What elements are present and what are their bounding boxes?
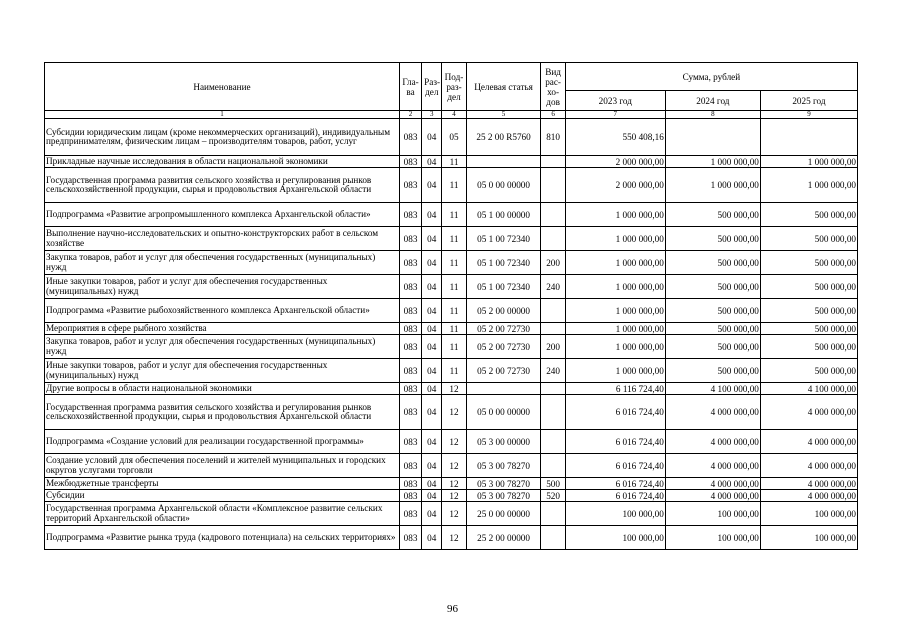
row-sum-2024: 1 000 000,00	[665, 168, 760, 203]
row-podrazdel: 11	[442, 323, 466, 335]
row-sum-2024: 500 000,00	[665, 275, 760, 299]
row-sum-2024: 100 000,00	[665, 526, 760, 550]
row-glava: 083	[399, 156, 421, 168]
row-podrazdel: 11	[442, 335, 466, 359]
row-target: 05 3 00 78270	[466, 490, 541, 502]
row-sum-2025: 4 100 000,00	[760, 383, 857, 395]
row-sum-2025	[760, 119, 857, 156]
table-row	[45, 359, 858, 383]
row-sum-2025: 500 000,00	[760, 359, 857, 383]
row-podrazdel: 12	[442, 430, 466, 454]
row-vid	[541, 383, 565, 395]
row-vid: 240	[541, 359, 565, 383]
row-sum-2023: 2 000 000,00	[565, 156, 665, 168]
row-razdel: 04	[422, 383, 442, 395]
row-sum-2023: 100 000,00	[565, 502, 665, 526]
budget-table	[44, 62, 858, 550]
row-glava: 083	[399, 168, 421, 203]
row-target: 05 0 00 00000	[466, 395, 541, 430]
row-sum-2023: 6 016 724,40	[565, 454, 665, 478]
row-target: 25 2 00 00000	[466, 526, 541, 550]
row-sum-2023: 6 116 724,40	[565, 383, 665, 395]
row-vid	[541, 502, 565, 526]
row-sum-2025: 4 000 000,00	[760, 430, 857, 454]
table-row	[45, 119, 858, 156]
row-glava: 083	[399, 502, 421, 526]
row-podrazdel: 11	[442, 168, 466, 203]
row-sum-2024: 500 000,00	[665, 227, 760, 251]
row-sum-2024: 4 100 000,00	[665, 383, 760, 395]
col-header-2024: 2024 год	[665, 91, 760, 111]
row-name: Подпрограмма «Развитие агропромышленного комплекса Архангельской области»	[45, 203, 400, 227]
row-sum-2023: 1 000 000,00	[565, 251, 665, 275]
row-sum-2023: 1 000 000,00	[565, 299, 665, 323]
table-row	[45, 395, 858, 430]
row-name: Подпрограмма «Создание условий для реализации государственной программы»	[45, 430, 400, 454]
row-razdel: 04	[422, 227, 442, 251]
row-podrazdel: 11	[442, 359, 466, 383]
row-podrazdel: 12	[442, 395, 466, 430]
row-razdel: 04	[422, 119, 442, 156]
row-sum-2024: 4 000 000,00	[665, 490, 760, 502]
row-name: Закупка товаров, работ и услуг для обеспечения государственных (муниципальных) нужд	[45, 335, 400, 359]
row-name: Создание условий для обеспечения поселений и жителей муниципальных и городских округов услугами торговли	[45, 454, 400, 478]
table-row	[45, 478, 858, 490]
row-vid	[541, 299, 565, 323]
row-glava: 083	[399, 227, 421, 251]
row-sum-2024: 500 000,00	[665, 299, 760, 323]
column-number: 1	[45, 111, 400, 119]
row-sum-2025: 500 000,00	[760, 203, 857, 227]
row-target	[466, 383, 541, 395]
row-glava: 083	[399, 359, 421, 383]
row-sum-2023: 2 000 000,00	[565, 168, 665, 203]
row-target	[466, 156, 541, 168]
row-glava: 083	[399, 454, 421, 478]
row-glava: 083	[399, 119, 421, 156]
row-target: 05 1 00 00000	[466, 203, 541, 227]
row-sum-2023: 1 000 000,00	[565, 203, 665, 227]
row-razdel: 04	[422, 502, 442, 526]
row-sum-2025: 100 000,00	[760, 502, 857, 526]
table-row	[45, 490, 858, 502]
row-razdel: 04	[422, 430, 442, 454]
column-number: 6	[541, 111, 565, 119]
row-sum-2023: 1 000 000,00	[565, 275, 665, 299]
table-row	[45, 526, 858, 550]
row-name: Выполнение научно-исследовательских и опытно-конструкторских работ в сельском хозяйстве	[45, 227, 400, 251]
table-row	[45, 251, 858, 275]
row-name: Государственная программа Архангельской области «Комплексное развитие сельских территорий Архангельской области»	[45, 502, 400, 526]
row-razdel: 04	[422, 168, 442, 203]
row-target: 05 1 00 72340	[466, 227, 541, 251]
col-header-podrazdel: Под-раз-дел	[442, 63, 466, 111]
row-vid	[541, 323, 565, 335]
row-razdel: 04	[422, 526, 442, 550]
col-header-2025: 2025 год	[760, 91, 857, 111]
col-header-2023: 2023 год	[565, 91, 665, 111]
row-sum-2023: 1 000 000,00	[565, 359, 665, 383]
column-number: 8	[665, 111, 760, 119]
row-razdel: 04	[422, 395, 442, 430]
row-name: Субсидии юридическим лицам (кроме некоммерческих организаций), индивидуальным предпринимателям, физическим лицам – производителям товаров, работ, услуг	[45, 119, 400, 156]
row-sum-2024: 4 000 000,00	[665, 478, 760, 490]
row-vid	[541, 156, 565, 168]
row-podrazdel: 11	[442, 275, 466, 299]
row-sum-2024: 4 000 000,00	[665, 395, 760, 430]
row-sum-2023: 100 000,00	[565, 526, 665, 550]
row-sum-2024: 500 000,00	[665, 203, 760, 227]
row-sum-2025: 1 000 000,00	[760, 168, 857, 203]
row-glava: 083	[399, 526, 421, 550]
row-glava: 083	[399, 251, 421, 275]
row-sum-2024: 4 000 000,00	[665, 430, 760, 454]
row-sum-2025: 500 000,00	[760, 251, 857, 275]
col-header-target: Целевая статья	[466, 63, 541, 111]
row-vid	[541, 430, 565, 454]
page-number: 96	[447, 603, 458, 615]
table-row	[45, 430, 858, 454]
row-name: Подпрограмма «Развитие рынка труда (кадрового потенциала) на сельских территориях»	[45, 526, 400, 550]
row-sum-2025: 1 000 000,00	[760, 156, 857, 168]
row-sum-2025: 4 000 000,00	[760, 490, 857, 502]
row-name: Другие вопросы в области национальной экономики	[45, 383, 400, 395]
row-name: Субсидии	[45, 490, 400, 502]
row-sum-2025: 4 000 000,00	[760, 395, 857, 430]
row-glava: 083	[399, 323, 421, 335]
row-name: Мероприятия в сфере рыбного хозяйства	[45, 323, 400, 335]
row-target: 05 2 00 72730	[466, 335, 541, 359]
row-vid: 200	[541, 251, 565, 275]
row-vid: 500	[541, 478, 565, 490]
table-row	[45, 227, 858, 251]
row-sum-2025: 4 000 000,00	[760, 478, 857, 490]
row-glava: 083	[399, 395, 421, 430]
row-podrazdel: 12	[442, 454, 466, 478]
row-glava: 083	[399, 430, 421, 454]
row-target: 05 1 00 72340	[466, 251, 541, 275]
table-row	[45, 168, 858, 203]
row-sum-2024: 500 000,00	[665, 335, 760, 359]
table-row	[45, 156, 858, 168]
row-target: 25 0 00 00000	[466, 502, 541, 526]
row-vid: 810	[541, 119, 565, 156]
row-podrazdel: 12	[442, 490, 466, 502]
row-razdel: 04	[422, 203, 442, 227]
row-podrazdel: 12	[442, 502, 466, 526]
row-sum-2024: 4 000 000,00	[665, 454, 760, 478]
row-target: 05 3 00 00000	[466, 430, 541, 454]
col-header-sum: Сумма, рублей	[565, 63, 857, 91]
row-razdel: 04	[422, 323, 442, 335]
row-sum-2025: 500 000,00	[760, 323, 857, 335]
row-name: Подпрограмма «Развитие рыбохозяйственного комплекса Архангельской области»	[45, 299, 400, 323]
row-vid	[541, 203, 565, 227]
row-razdel: 04	[422, 335, 442, 359]
row-target: 05 2 00 72730	[466, 323, 541, 335]
row-target: 05 0 00 00000	[466, 168, 541, 203]
table-row	[45, 275, 858, 299]
row-glava: 083	[399, 299, 421, 323]
row-podrazdel: 11	[442, 251, 466, 275]
row-vid: 240	[541, 275, 565, 299]
row-vid: 520	[541, 490, 565, 502]
row-name: Иные закупки товаров, работ и услуг для обеспечения государственных (муниципальных) нужд	[45, 359, 400, 383]
row-vid	[541, 526, 565, 550]
row-target: 05 3 00 78270	[466, 454, 541, 478]
row-vid	[541, 454, 565, 478]
row-glava: 083	[399, 335, 421, 359]
row-sum-2024: 500 000,00	[665, 323, 760, 335]
row-podrazdel: 11	[442, 227, 466, 251]
table-row	[45, 502, 858, 526]
column-number: 9	[760, 111, 857, 119]
row-podrazdel: 12	[442, 478, 466, 490]
row-razdel: 04	[422, 299, 442, 323]
row-name: Межбюджетные трансферты	[45, 478, 400, 490]
row-glava: 083	[399, 490, 421, 502]
row-sum-2024	[665, 119, 760, 156]
row-glava: 083	[399, 275, 421, 299]
row-razdel: 04	[422, 454, 442, 478]
row-sum-2025: 500 000,00	[760, 335, 857, 359]
row-name: Закупка товаров, работ и услуг для обеспечения государственных (муниципальных) нужд	[45, 251, 400, 275]
column-number: 5	[466, 111, 541, 119]
table-row	[45, 299, 858, 323]
row-glava: 083	[399, 478, 421, 490]
row-sum-2024: 500 000,00	[665, 251, 760, 275]
col-header-vid: Вид рас-хо-дов	[541, 63, 565, 111]
row-podrazdel: 11	[442, 156, 466, 168]
row-sum-2023: 1 000 000,00	[565, 323, 665, 335]
row-podrazdel: 11	[442, 299, 466, 323]
row-sum-2023: 6 016 724,40	[565, 478, 665, 490]
table-row	[45, 383, 858, 395]
row-sum-2023: 6 016 724,40	[565, 490, 665, 502]
row-sum-2025: 500 000,00	[760, 275, 857, 299]
row-sum-2023: 1 000 000,00	[565, 227, 665, 251]
row-sum-2023: 1 000 000,00	[565, 335, 665, 359]
row-glava: 083	[399, 203, 421, 227]
row-vid: 200	[541, 335, 565, 359]
col-header-glava: Гла-ва	[399, 63, 421, 111]
row-razdel: 04	[422, 251, 442, 275]
row-razdel: 04	[422, 359, 442, 383]
row-sum-2025: 100 000,00	[760, 526, 857, 550]
row-sum-2025: 500 000,00	[760, 299, 857, 323]
row-target: 05 2 00 72730	[466, 359, 541, 383]
row-razdel: 04	[422, 156, 442, 168]
row-sum-2024: 500 000,00	[665, 359, 760, 383]
row-name: Иные закупки товаров, работ и услуг для обеспечения государственных (муниципальных) нужд	[45, 275, 400, 299]
row-podrazdel: 11	[442, 203, 466, 227]
row-name: Прикладные научные исследования в области национальной экономики	[45, 156, 400, 168]
row-sum-2024: 100 000,00	[665, 502, 760, 526]
row-vid	[541, 395, 565, 430]
row-target: 25 2 00 R5760	[466, 119, 541, 156]
row-glava: 083	[399, 383, 421, 395]
row-target: 05 2 00 00000	[466, 299, 541, 323]
table-row	[45, 335, 858, 359]
column-number: 3	[422, 111, 442, 119]
row-target: 05 3 00 78270	[466, 478, 541, 490]
row-name: Государственная программа развития сельского хозяйства и регулирования рынков сельскохозяйственной продукции, сырья и продовольствия Архангельской области	[45, 168, 400, 203]
row-name: Государственная программа развития сельского хозяйства и регулирования рынков сельскохозяйственной продукции, сырья и продовольствия Архангельской области	[45, 395, 400, 430]
row-razdel: 04	[422, 478, 442, 490]
table-row	[45, 454, 858, 478]
column-number: 2	[399, 111, 421, 119]
col-header-name: Наименование	[45, 63, 400, 111]
row-vid	[541, 168, 565, 203]
row-podrazdel: 05	[442, 119, 466, 156]
row-sum-2023: 550 408,16	[565, 119, 665, 156]
row-sum-2025: 500 000,00	[760, 227, 857, 251]
row-razdel: 04	[422, 275, 442, 299]
row-sum-2023: 6 016 724,40	[565, 430, 665, 454]
row-vid	[541, 227, 565, 251]
column-numbers-row	[45, 111, 858, 119]
row-sum-2023: 6 016 724,40	[565, 395, 665, 430]
row-podrazdel: 12	[442, 383, 466, 395]
row-razdel: 04	[422, 490, 442, 502]
row-target: 05 1 00 72340	[466, 275, 541, 299]
table-row	[45, 203, 858, 227]
row-podrazdel: 12	[442, 526, 466, 550]
column-number: 4	[442, 111, 466, 119]
column-number: 7	[565, 111, 665, 119]
col-header-razdel: Раз-дел	[422, 63, 442, 111]
table-row	[45, 323, 858, 335]
row-sum-2025: 4 000 000,00	[760, 454, 857, 478]
row-sum-2024: 1 000 000,00	[665, 156, 760, 168]
